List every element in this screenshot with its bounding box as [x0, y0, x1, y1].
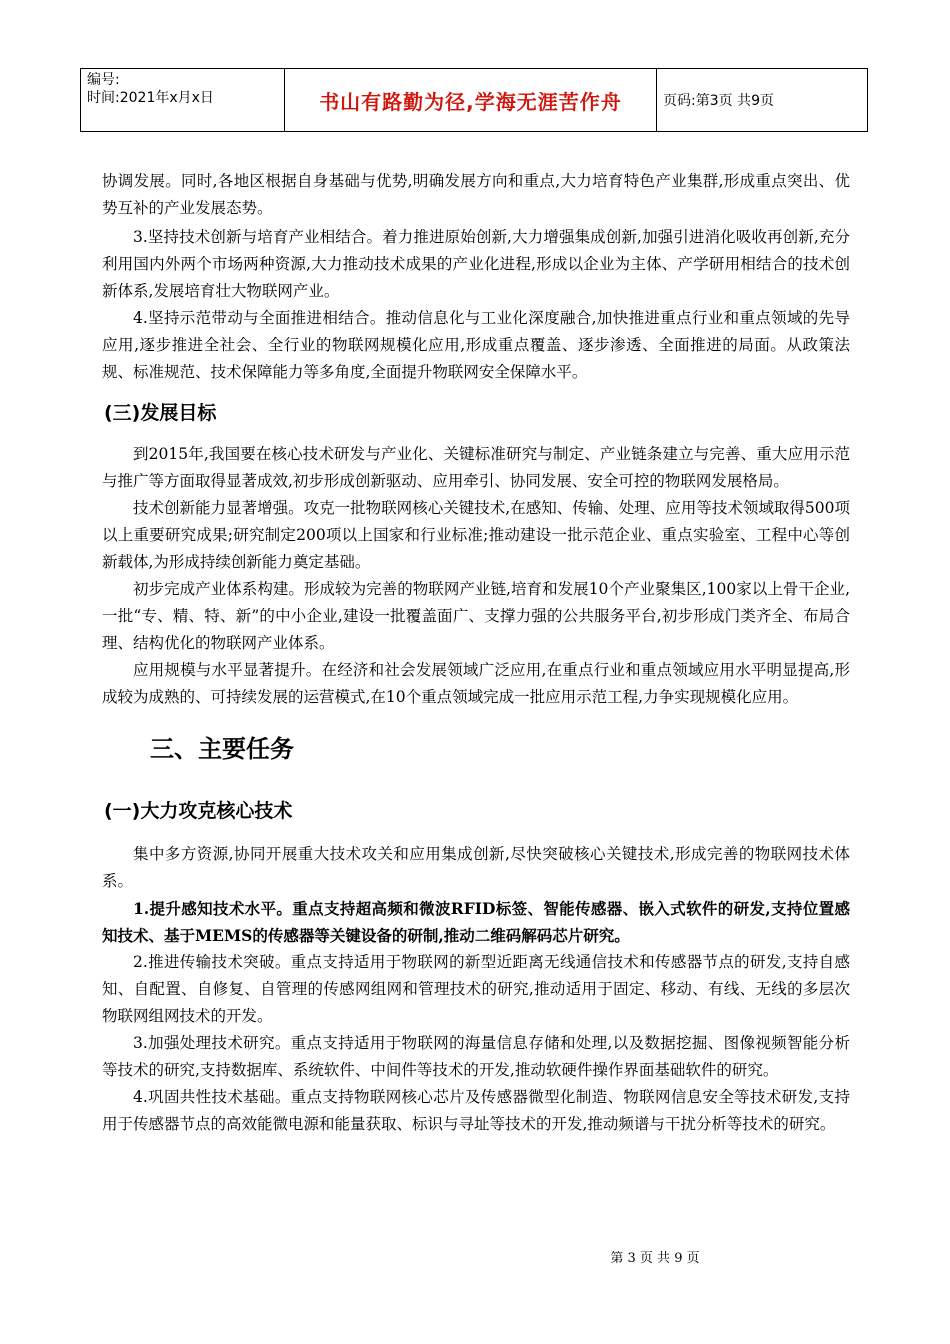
paragraph: 协调发展。同时,各地区根据自身基础与优势,明确发展方向和重点,大力培育特色产业集群,形成重点突出、优势互补的产业发展态势。 [102, 172, 850, 217]
paragraph-bold: 1.提升感知技术水平。重点支持超高频和微波RFID标签、智能传感器、嵌入式软件的研发,支持位置感知技术、基于MEMS的传感器等关键设备的研制,推动二维码解码芯片研究。 [102, 899, 850, 945]
paragraph: 4.巩固共性技术基础。重点支持物联网核心芯片及传感器微型化制造、物联网信息安全等技术研发,支持用于传感器节点的高效能微电源和能量获取、标识与寻址等技术的开发,推动频谱与干扰分析等技术的研究。 [102, 1088, 850, 1133]
paragraph: 应用规模与水平显著提升。在经济和社会发展领域广泛应用,在重点行业和重点领域应用水平明显提高,形成较为成熟的、可持续发展的运营模式,在10个重点领域完成一批应用示范工程,力争实现规模化应用。 [102, 661, 850, 706]
document-number-label: 编号: [87, 72, 120, 88]
section-heading: (三)发展目标 [104, 402, 217, 424]
document-time-label: 时间:2021年x月x日 [87, 90, 214, 106]
paragraph: 集中多方资源,协同开展重大技术攻关和应用集成创新,尽快突破核心关键技术,形成完善的物联网技术体系。 [102, 845, 850, 890]
header-page-info: 页码:第3页 共9页 [663, 93, 774, 109]
paragraph: 4.坚持示范带动与全面推进相结合。推动信息化与工业化深度融合,加快推进重点行业和重点领域的先导应用,逐步推进全社会、全行业的物联网规模化应用,形成重点覆盖、逐步渗透、全面推进的局面。从政策法规、标准规范、技术保障能力等多角度,全面提升物联网安全保障水平。 [102, 309, 850, 381]
chapter-heading: 三、主要任务 [150, 735, 294, 763]
header-motto: 书山有路勤为径,学海无涯苦作舟 [285, 69, 657, 131]
page-header [80, 68, 868, 132]
document-body [102, 168, 850, 1138]
paragraph: 到2015年,我国要在核心技术研发与产业化、关键标准研究与制定、产业链条建立与完善、重大应用示范与推广等方面取得显著成效,初步形成创新驱动、应用牵引、协同发展、安全可控的物联网发展格局。 [102, 445, 850, 490]
section-heading: (一)大力攻克核心技术 [104, 800, 293, 822]
footer-page-number: 第 3 页 共 9 页 [610, 1251, 700, 1266]
page-footer [0, 1247, 950, 1266]
paragraph: 2.推进传输技术突破。重点支持适用于物联网的新型近距离无线通信技术和传感器节点的研发,支持自感知、自配置、自修复、自管理的传感网组网和管理技术的研究,推动适用于固定、移动、有线、无线的多层次物联网组网技术的开发。 [102, 953, 850, 1025]
paragraph: 初步完成产业体系构建。形成较为完善的物联网产业链,培育和发展10个产业聚集区,100家以上骨干企业,一批“专、精、特、新”的中小企业,建设一批覆盖面广、支撑力强的公共服务平台,初步形成门类齐全、布局合理、结构优化的物联网产业体系。 [102, 580, 850, 652]
paragraph: 3.坚持技术创新与培育产业相结合。着力推进原始创新,大力增强集成创新,加强引进消化吸收再创新,充分利用国内外两个市场两种资源,大力推动技术成果的产业化进程,形成以企业为主体、产学研用相结合的技术创新体系,发展培育壮大物联网产业。 [102, 228, 850, 300]
paragraph: 3.加强处理技术研究。重点支持适用于物联网的海量信息存储和处理,以及数据挖掘、图像视频智能分析等技术的研究,支持数据库、系统软件、中间件等技术的开发,推动软硬件操作界面基础软件的研究。 [102, 1034, 850, 1079]
header-meta [81, 69, 285, 131]
paragraph: 技术创新能力显著增强。攻克一批物联网核心关键技术,在感知、传输、处理、应用等技术领域取得500项以上重要研究成果;研究制定200项以上国家和行业标准;推动建设一批示范企业、重点实验室、工程中心等创新载体,为形成持续创新能力奠定基础。 [102, 499, 850, 571]
